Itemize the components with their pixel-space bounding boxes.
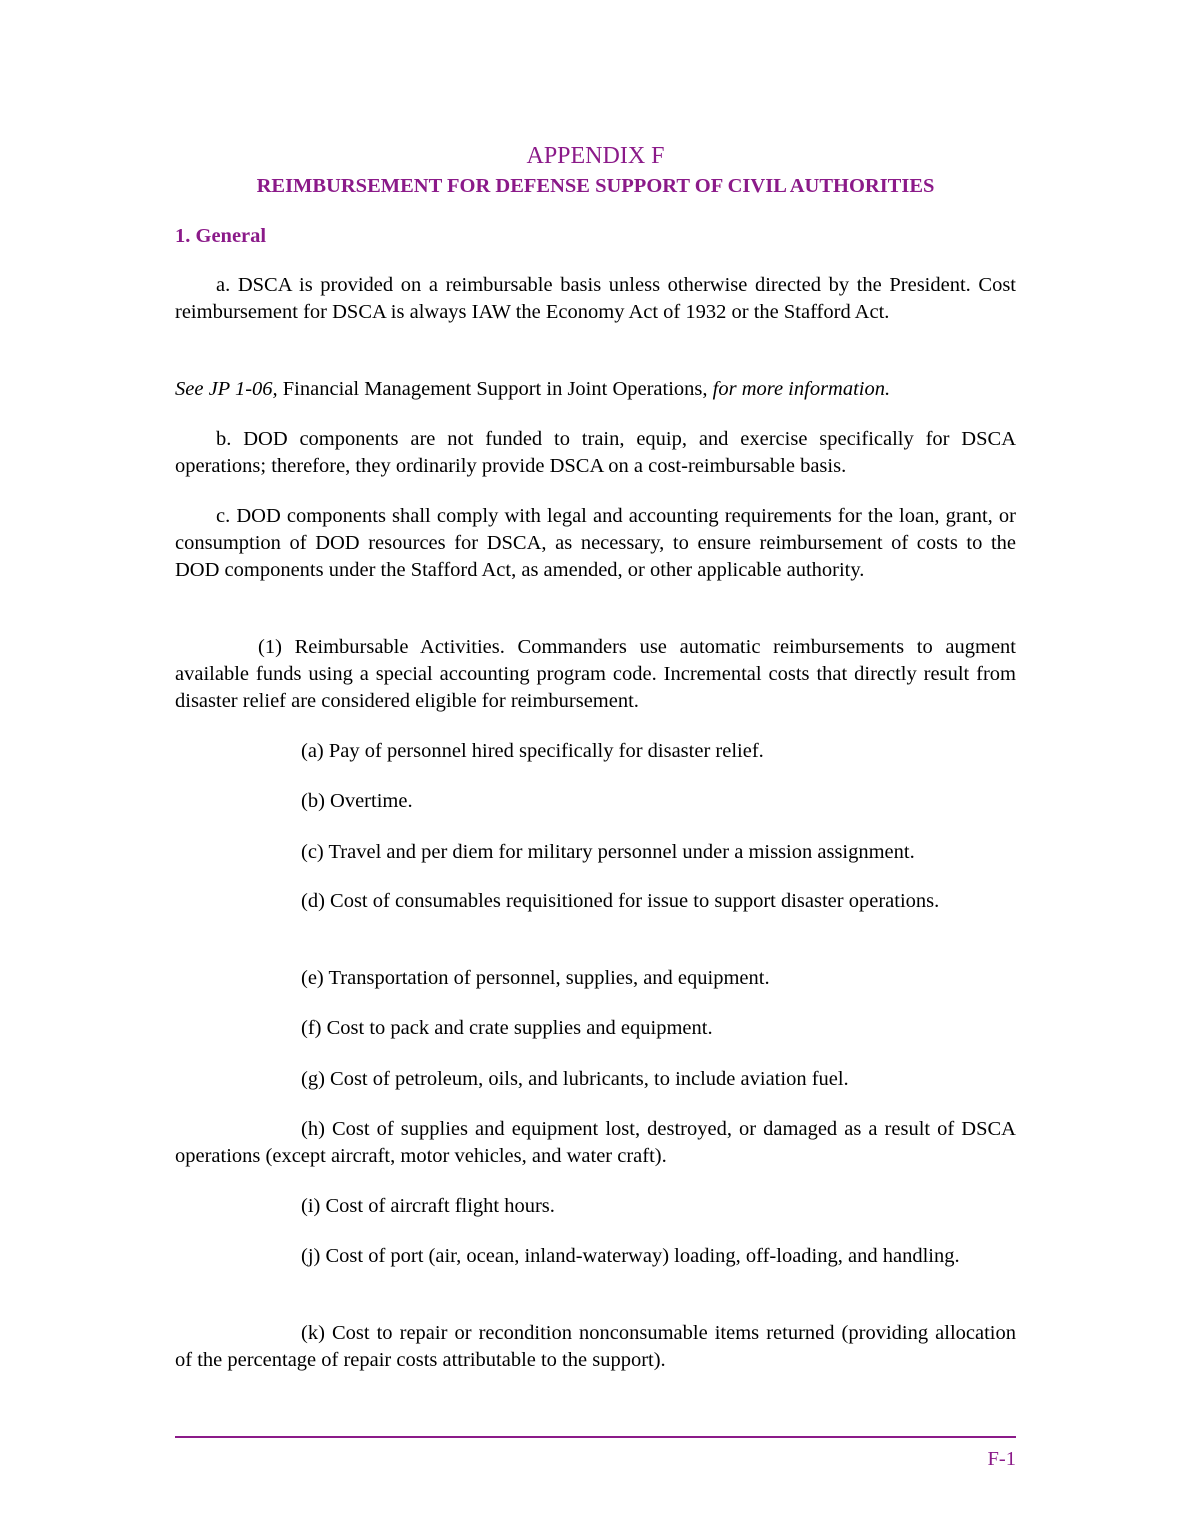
list-item-j: (j) Cost of port (air, ocean, inland-waterway) loading, off-loading, and handling. xyxy=(301,1245,960,1267)
footer-divider xyxy=(175,1436,1016,1438)
see-reference-title: Financial Management Support in Joint Operations, xyxy=(277,378,708,400)
document-page xyxy=(175,0,1016,1540)
paragraph-b: b. DOD components are not funded to train, equip, and exercise specifically for DSCA operations; therefore, they ordinarily provide DSCA on a cost-reimbursable basis. xyxy=(175,428,1016,477)
list-item-d: (d) Cost of consumables requisitioned for issue to support disaster operations. xyxy=(301,890,940,912)
list-item-g: (g) Cost of petroleum, oils, and lubricants, to include aviation fuel. xyxy=(301,1068,849,1090)
paragraph-c1: (1) Reimbursable Activities. Commanders use automatic reimbursements to augment available funds using a special accounting program code. Incremental costs that directly result from disaster relief are considered eligible for reimbursement. xyxy=(175,636,1016,712)
page-number: F-1 xyxy=(987,1448,1016,1470)
list-item-i: (i) Cost of aircraft flight hours. xyxy=(301,1195,555,1217)
paragraph-c: c. DOD components shall comply with legal and accounting requirements for the loan, grant, or consumption of DOD resources for DSCA, as necessary, to ensure reimbursement of costs to the DOD components under the Stafford Act, as amended, or other applicable authority. xyxy=(175,505,1016,581)
appendix-heading: APPENDIX F xyxy=(526,143,665,169)
paragraph-a: a. DSCA is provided on a reimbursable basis unless otherwise directed by the President. Cost reimbursement for DSCA is always IAW the Economy Act of 1932 or the Stafford Act. xyxy=(175,274,1016,323)
list-item-c: (c) Travel and per diem for military personnel under a mission assignment. xyxy=(301,841,915,863)
list-item-b: (b) Overtime. xyxy=(301,790,413,812)
list-item-f: (f) Cost to pack and crate supplies and equipment. xyxy=(301,1017,713,1039)
see-reference xyxy=(175,376,1016,403)
see-reference-prefix: See JP 1-06, xyxy=(175,378,278,400)
appendix-title: REIMBURSEMENT FOR DEFENSE SUPPORT OF CIVIL AUTHORITIES xyxy=(256,175,935,197)
list-item-k: (k) Cost to repair or recondition nonconsumable items returned (providing allocation of the percentage of repair costs attributable to the support). xyxy=(175,1322,1016,1371)
list-item-e: (e) Transportation of personnel, supplies, and equipment. xyxy=(301,967,770,989)
see-reference-suffix: for more information. xyxy=(707,378,891,400)
list-item-a: (a) Pay of personnel hired specifically for disaster relief. xyxy=(301,740,764,762)
list-item-h: (h) Cost of supplies and equipment lost, destroyed, or damaged as a result of DSCA operations (except aircraft, motor vehicles, and water craft). xyxy=(175,1118,1016,1167)
section-title-general: 1. General xyxy=(175,225,267,247)
